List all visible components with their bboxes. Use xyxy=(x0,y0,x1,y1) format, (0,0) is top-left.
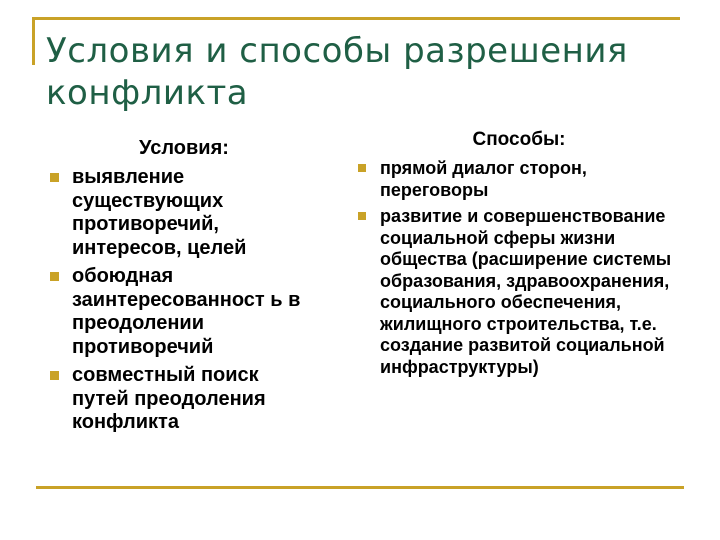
conditions-heading: Условия: xyxy=(139,137,229,159)
methods-list xyxy=(358,158,680,378)
list-item-label: развитие и совершенствование социальной сферы жизни общества (расширение системы образования, здравоохранения, социального обеспечения, жилищного строительства, т.е. создание развитой социальной инфраструктуры) xyxy=(380,206,672,377)
square-bullet-icon xyxy=(50,272,59,281)
list-item-label: совместный поиск путей преодоления конфликта xyxy=(72,364,266,433)
title-accent-bar xyxy=(32,17,35,65)
list-item-label: обоюдная заинтересованност ь в преодолении противоречий xyxy=(72,265,301,358)
bottom-divider xyxy=(36,486,684,489)
square-bullet-icon xyxy=(50,371,59,380)
top-divider xyxy=(32,17,680,20)
conditions-column xyxy=(50,136,318,440)
list-item xyxy=(50,166,318,260)
list-item-label: выявление существующих противоречий, интересов, целей xyxy=(72,166,247,259)
methods-heading: Способы: xyxy=(472,129,566,150)
conditions-list xyxy=(50,166,318,435)
square-bullet-icon xyxy=(358,164,366,172)
methods-column xyxy=(358,128,680,383)
square-bullet-icon xyxy=(50,173,59,182)
list-item xyxy=(358,206,680,378)
slide-title: Условия и способы разрешения конфликта xyxy=(46,31,628,113)
list-item-label: прямой диалог сторон, переговоры xyxy=(380,158,587,200)
list-item xyxy=(50,265,318,359)
list-item xyxy=(358,158,680,201)
square-bullet-icon xyxy=(358,212,366,220)
list-item xyxy=(50,364,318,435)
